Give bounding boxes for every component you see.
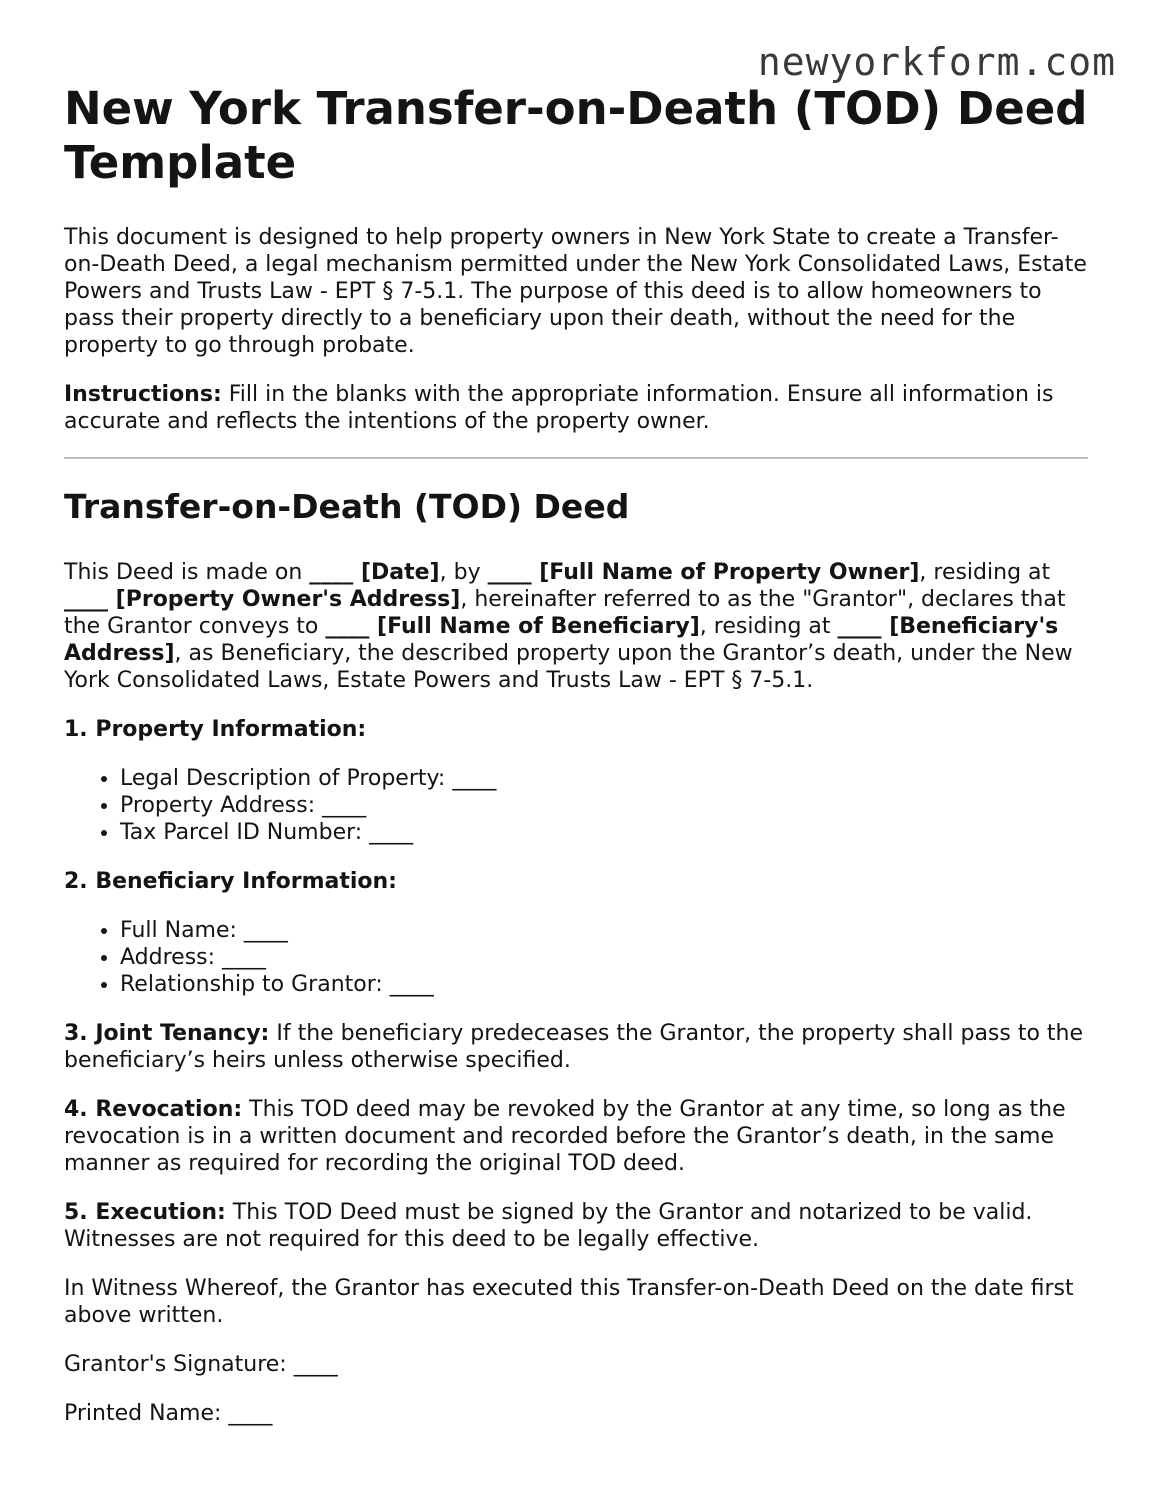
site-watermark: newyorkform.com xyxy=(757,40,1116,84)
page-title: New York Transfer-on-Death (TOD) Deed Template xyxy=(64,82,1088,189)
list-item: • Full Name: ____ xyxy=(120,917,1088,944)
section-divider xyxy=(64,457,1088,459)
instructions-text: Fill in the blanks with the appropriate information. Ensure all information is accurate and reflects the intentions of the property owner. xyxy=(64,382,1054,434)
list-item: • Property Address: ____ xyxy=(120,792,1088,819)
revocation-label: 4. Revocation: xyxy=(64,1097,243,1122)
deed-text: , residing at xyxy=(919,560,1051,585)
deed-paragraph xyxy=(64,559,1088,694)
owner-name-blank: ____ [Full Name of Property Owner] xyxy=(487,560,920,585)
property-info-list xyxy=(64,765,1088,846)
grantor-signature-line: Grantor's Signature: ____ xyxy=(64,1352,338,1377)
list-item: • Tax Parcel ID Number: ____ xyxy=(120,819,1088,846)
beneficiary-info-heading: 2. Beneficiary Information: xyxy=(64,869,397,894)
deed-text: , as Beneficiary, the described property upon the Grantor’s death, under the New York Consolidated Laws, Estate Powers and Trusts Law - EPT § 7-5.1. xyxy=(64,641,1073,693)
beneficiary-name-blank: ____ [Full Name of Beneficiary] xyxy=(325,614,700,639)
execution-label: 5. Execution: xyxy=(64,1200,226,1225)
list-item: • Address: ____ xyxy=(120,944,1088,971)
witness-paragraph: In Witness Whereof, the Grantor has executed this Transfer-on-Death Deed on the date first above written. xyxy=(64,1276,1074,1328)
owner-address-blank: ____ [Property Owner's Address] xyxy=(64,587,461,612)
deed-text: , by xyxy=(439,560,488,585)
joint-tenancy-label: 3. Joint Tenancy: xyxy=(64,1021,270,1046)
revocation-paragraph xyxy=(64,1096,1088,1177)
execution-paragraph xyxy=(64,1199,1088,1253)
instructions-label: Instructions: xyxy=(64,382,222,407)
deed-text: , hereinafter referred to as the "Grantor", declares that the Grantor conveys to xyxy=(64,587,1066,639)
execution-text: This TOD Deed must be signed by the Grantor and notarized to be valid. Witnesses are not required for this deed to be legally effective. xyxy=(64,1200,1033,1252)
deed-text: , residing at xyxy=(699,614,838,639)
deed-text: This Deed is made on xyxy=(64,560,310,585)
beneficiary-address-blank: ____ [Beneficiary's Address] xyxy=(64,614,1059,666)
printed-name-line: Printed Name: ____ xyxy=(64,1401,273,1426)
list-item: • Relationship to Grantor: ____ xyxy=(120,971,1088,998)
joint-tenancy-text: If the beneficiary predeceases the Grantor, the property shall pass to the beneficiary’s heirs unless otherwise specified. xyxy=(64,1021,1084,1073)
joint-tenancy-paragraph xyxy=(64,1020,1088,1074)
document-page xyxy=(64,82,1088,1449)
deed-heading: Transfer-on-Death (TOD) Deed xyxy=(64,487,630,526)
revocation-text: This TOD deed may be revoked by the Grantor at any time, so long as the revocation is in a written document and recorded before the Grantor’s death, in the same manner as required for recording the original TOD deed. xyxy=(64,1097,1066,1176)
intro-paragraph: This document is designed to help property owners in New York State to create a Transfer-on-Death Deed, a legal mechanism permitted under the New York Consolidated Laws, Estate Powers and Trusts Law - EPT § 7-5.1. The purpose of this deed is to allow homeowners to pass their property directly to a beneficiary upon their death, without the need for the property to go through probate. xyxy=(64,225,1087,358)
date-blank: ____ [Date] xyxy=(309,560,440,585)
property-info-heading: 1. Property Information: xyxy=(64,717,367,742)
instructions-paragraph xyxy=(64,381,1088,435)
list-item: • Legal Description of Property: ____ xyxy=(120,765,1088,792)
beneficiary-info-list xyxy=(64,917,1088,998)
